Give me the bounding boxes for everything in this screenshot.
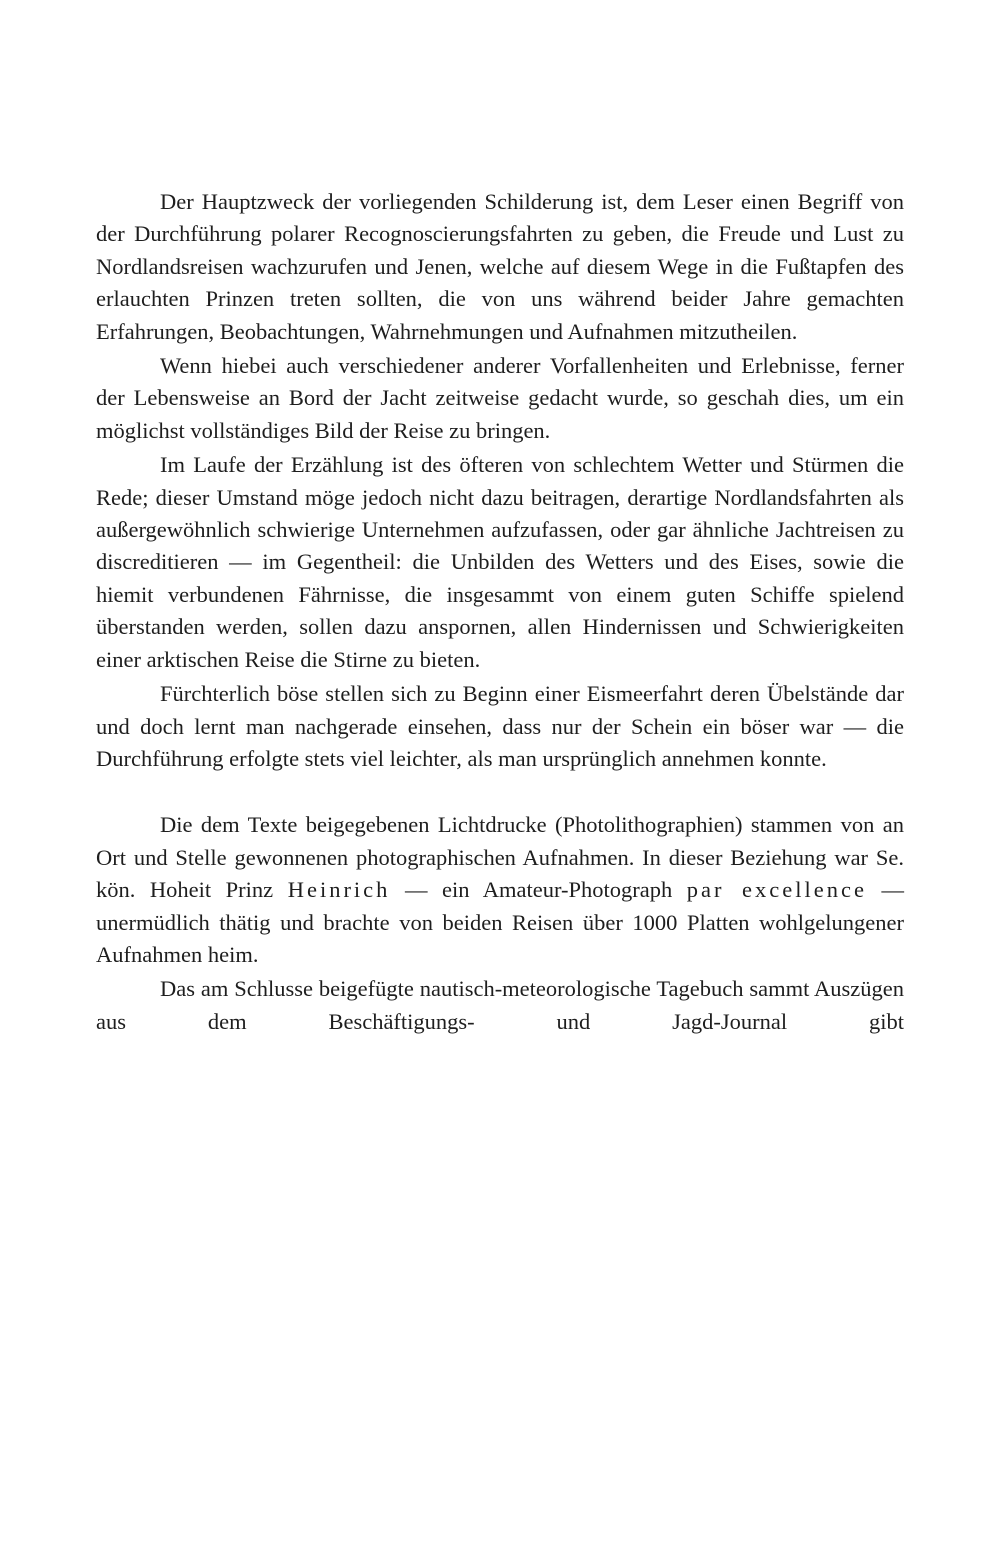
par-excellence-phrase: par excellence bbox=[686, 877, 867, 903]
paragraph-weather: Im Laufe der Erzählung ist des öfteren von schlechtem Wetter und Stürmen die Rede; dieser Umstand möge jedoch nicht dazu beitragen, derartige Nordlandsfahrten als außergewöhnlich schwierige Unternehmen aufzufassen, oder gar ähnliche Jachtreisen zu discreditieren — im Gegentheil: die Unbilden des Wetters und des Eises, sowie die hiemit verbundenen Fährnisse, die insgesammt von einem guten Schiffe spielend überstanden werden, sollen dazu anspornen, allen Hindernissen und Schwierigkeiten einer arktischen Reise die Stirne zu bieten. bbox=[96, 452, 904, 672]
paragraph-difficulties: Fürchterlich böse stellen sich zu Beginn einer Eismeerfahrt deren Übelstände dar und doch lernt man nachgerade einsehen, dass nur der Schein ein böser war — die Durchführung erfolgte stets viel leichter, als man ursprünglich annehmen konnte. bbox=[96, 681, 904, 771]
document-page bbox=[96, 186, 904, 1038]
paragraph-purpose: Der Hauptzweck der vorliegenden Schilderung ist, dem Leser einen Begriff von der Durchführung polarer Recognoscierungsfahrten zu geben, die Freude und Lust zu Nordlandsreisen wachzurufen und Jenen, welche auf diesem Wege in die Fußtapfen des erlauchten Prinzen treten sollten, die von uns während beider Jahre gemachten Erfahrungen, Beobachtungen, Wahrnehmungen und Aufnahmen mitzutheilen. bbox=[96, 189, 904, 344]
paragraph-events: Wenn hiebei auch verschiedener anderer Vorfallenheiten und Erlebnisse, ferner der Lebensweise an Bord der Jacht zeitweise gedacht wurde, so geschah dies, um ein möglichst vollständiges Bild der Reise zu bringen. bbox=[96, 353, 904, 443]
paragraph-logbook: Das am Schlusse beigefügte nautisch-meteorologische Tagebuch sammt Auszügen aus dem Beschäftigungs- und Jagd-Journal gibt bbox=[96, 976, 904, 1034]
prince-name: Heinrich bbox=[287, 877, 391, 903]
photo-text-part1: Die dem Texte beigegebenen Lichtdrucke (Photolithographien) stammen von an Ort und Stelle gewonnenen photographischen Aufnahmen. In dieser Beziehung war Se. kön. Hoheit Prinz bbox=[96, 812, 904, 903]
paragraph-photographs bbox=[96, 809, 904, 971]
photo-text-part3: — unermüdlich thätig und brachte von beiden Reisen über 1000 Platten wohlgelungener Aufnahmen heim. bbox=[96, 877, 905, 967]
photo-text-part2: — ein Amateur-Photograph bbox=[390, 877, 687, 903]
